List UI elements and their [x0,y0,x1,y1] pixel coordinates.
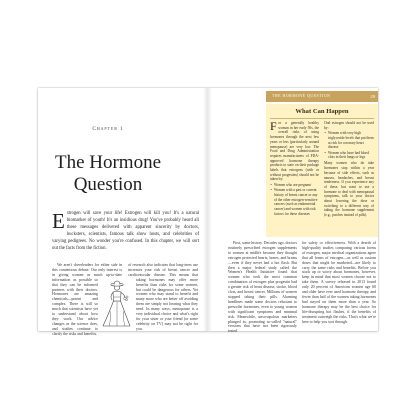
chapter-title-line-2: Question [73,174,143,195]
drop-cap: E [52,208,65,233]
running-head-band [266,91,378,102]
left-body-column-2 [128,263,198,331]
list-item: • Women with a past or current history of breast cancer or any of the other estrogen-sensitive cancers (such as endometrial cancer) and women with risk factors for these diseases [270,188,319,216]
intro-paragraph [52,208,199,252]
sidebar-text: Many women who do take hormones stop within a year because of side effects, such as nausea, headaches, and breast tenderness. If you experience any of these, but want to use a hormone to deal with menopausal symptoms, talk to your doctor about lowering the dose or switching to a different way of taking the hormone supplement (e.g., patches instead of pills). [324,161,374,218]
sidebar-bullet-list [324,131,374,160]
woman-illustration [98,280,135,327]
body-text: First, some history. Decades ago, doctors routinely prescribed estrogen supplements to women at midlife because they thought estrogen protected hearts, bones, and brains—even if they never had a hot flash. But then a major federal study called the Women's Health Initiative found that women who took the most common combination of estrogen plus progestin had a greater risk of heart disease, stroke, blood clots, and breast cancer. Millions of women stopped taking their pills. Alarming headlines made some doctors reluctant to prescribe hormones, even to young women with significant symptoms and minimal risk. Meanwhile, unscrupulous marketers plunged in, promoting so-called "natural" versions that have not been rigorously tested [228,241,297,334]
body-text: We aren't cheerleaders for either side in this contentious debate. Our only interest is in giving women as much up-to-date information as possible so that they can be informed partners with their doctors. Hormones are amazing chemicals—potent and complex. There is still so much that scientists have yet to understand about how they work. Our advice changes as the science does, and studies continue to clarify the risks and benefits. [52,263,122,336]
drop-cap: F [270,119,277,133]
chapter-title [43,152,173,196]
body-text: of research also indicates that long-term use increases your risk of breast cancer and cardiovascular disease. This means that taking hormones may offer more benefits than risks for some women, but could be dangerous for others. Yet women who may stand to benefit and many more who are better off avoiding them are simply not hearing what they need. In many ways, menopause is a very individual choice and what's right for your sister or your friend (or some celebrity on TV) may not be right for you. [128,263,198,331]
sidebar-box [266,104,378,237]
page-gutter [203,88,212,331]
sidebar-title: What Can Happen [295,108,349,115]
right-body-column-1 [228,241,297,334]
sidebar-text: or a generally healthy woman in her early 50s, the overall risks of using hormones through the next few years or less (particularly around menopause) are very low. The Food and Drug Administration requires manufacturers of FDA-approved hormone therapy products to state on their package labels that estrogens (with or without progestins) should not be taken by: [270,121,319,182]
sidebar-divider [270,118,374,119]
right-body-column-2 [302,241,376,327]
chapter-title-line-1: The Hormone [54,152,162,173]
sidebar-text: Oral estrogen should not be used by: [324,121,374,130]
body-text: for safety or effectiveness. With a dearth of high-quality studies comparing various forms of estrogen, major medical organizations agree that all forms of estrogen—as well as custom doses that might be marketed—are likely to carry the same risks and benefits. Before you stock up or worry about hormones, however, keep in mind that most women choose not to take them. A survey released in 2013 found only 20 percent of American women age 60 and older have ever used hormone therapy, and fewer than half of the women taking hormones had stayed on them more than a year. So hormone therapy may be the best choice for life-disrupting hot flashes, if the benefits of treatment outweigh the risks. That's what we're here to help you sort through. [302,241,376,324]
chapter-label: Chapter 1 [92,126,124,132]
sidebar-column-2 [324,121,374,234]
sidebar-column-1 [270,121,319,234]
sidebar-bullet-list [270,183,319,217]
list-item: • Women who are pregnant [270,183,319,188]
intro-text: strogen will save your life! Estrogen will kill you! It's a natural biomarker of youth! It's an insidious drug! You've probably heard all these messages delivered with apparent sincerity by doctors, hucksters, scientists, famous talk show hosts, and celebrities of varying pedigrees. No wonder you're confused. In this chapter, we will sort out the facts from the fiction. [52,211,199,251]
list-item: • Women who have had blood clots in their lungs or legs [324,151,374,160]
running-head: THE HORMONE QUESTION [272,94,331,99]
page-number: 29 [370,93,375,99]
list-item: • Women with very high triglyceride levels that put them at risk for coronary heart disease [324,131,374,150]
